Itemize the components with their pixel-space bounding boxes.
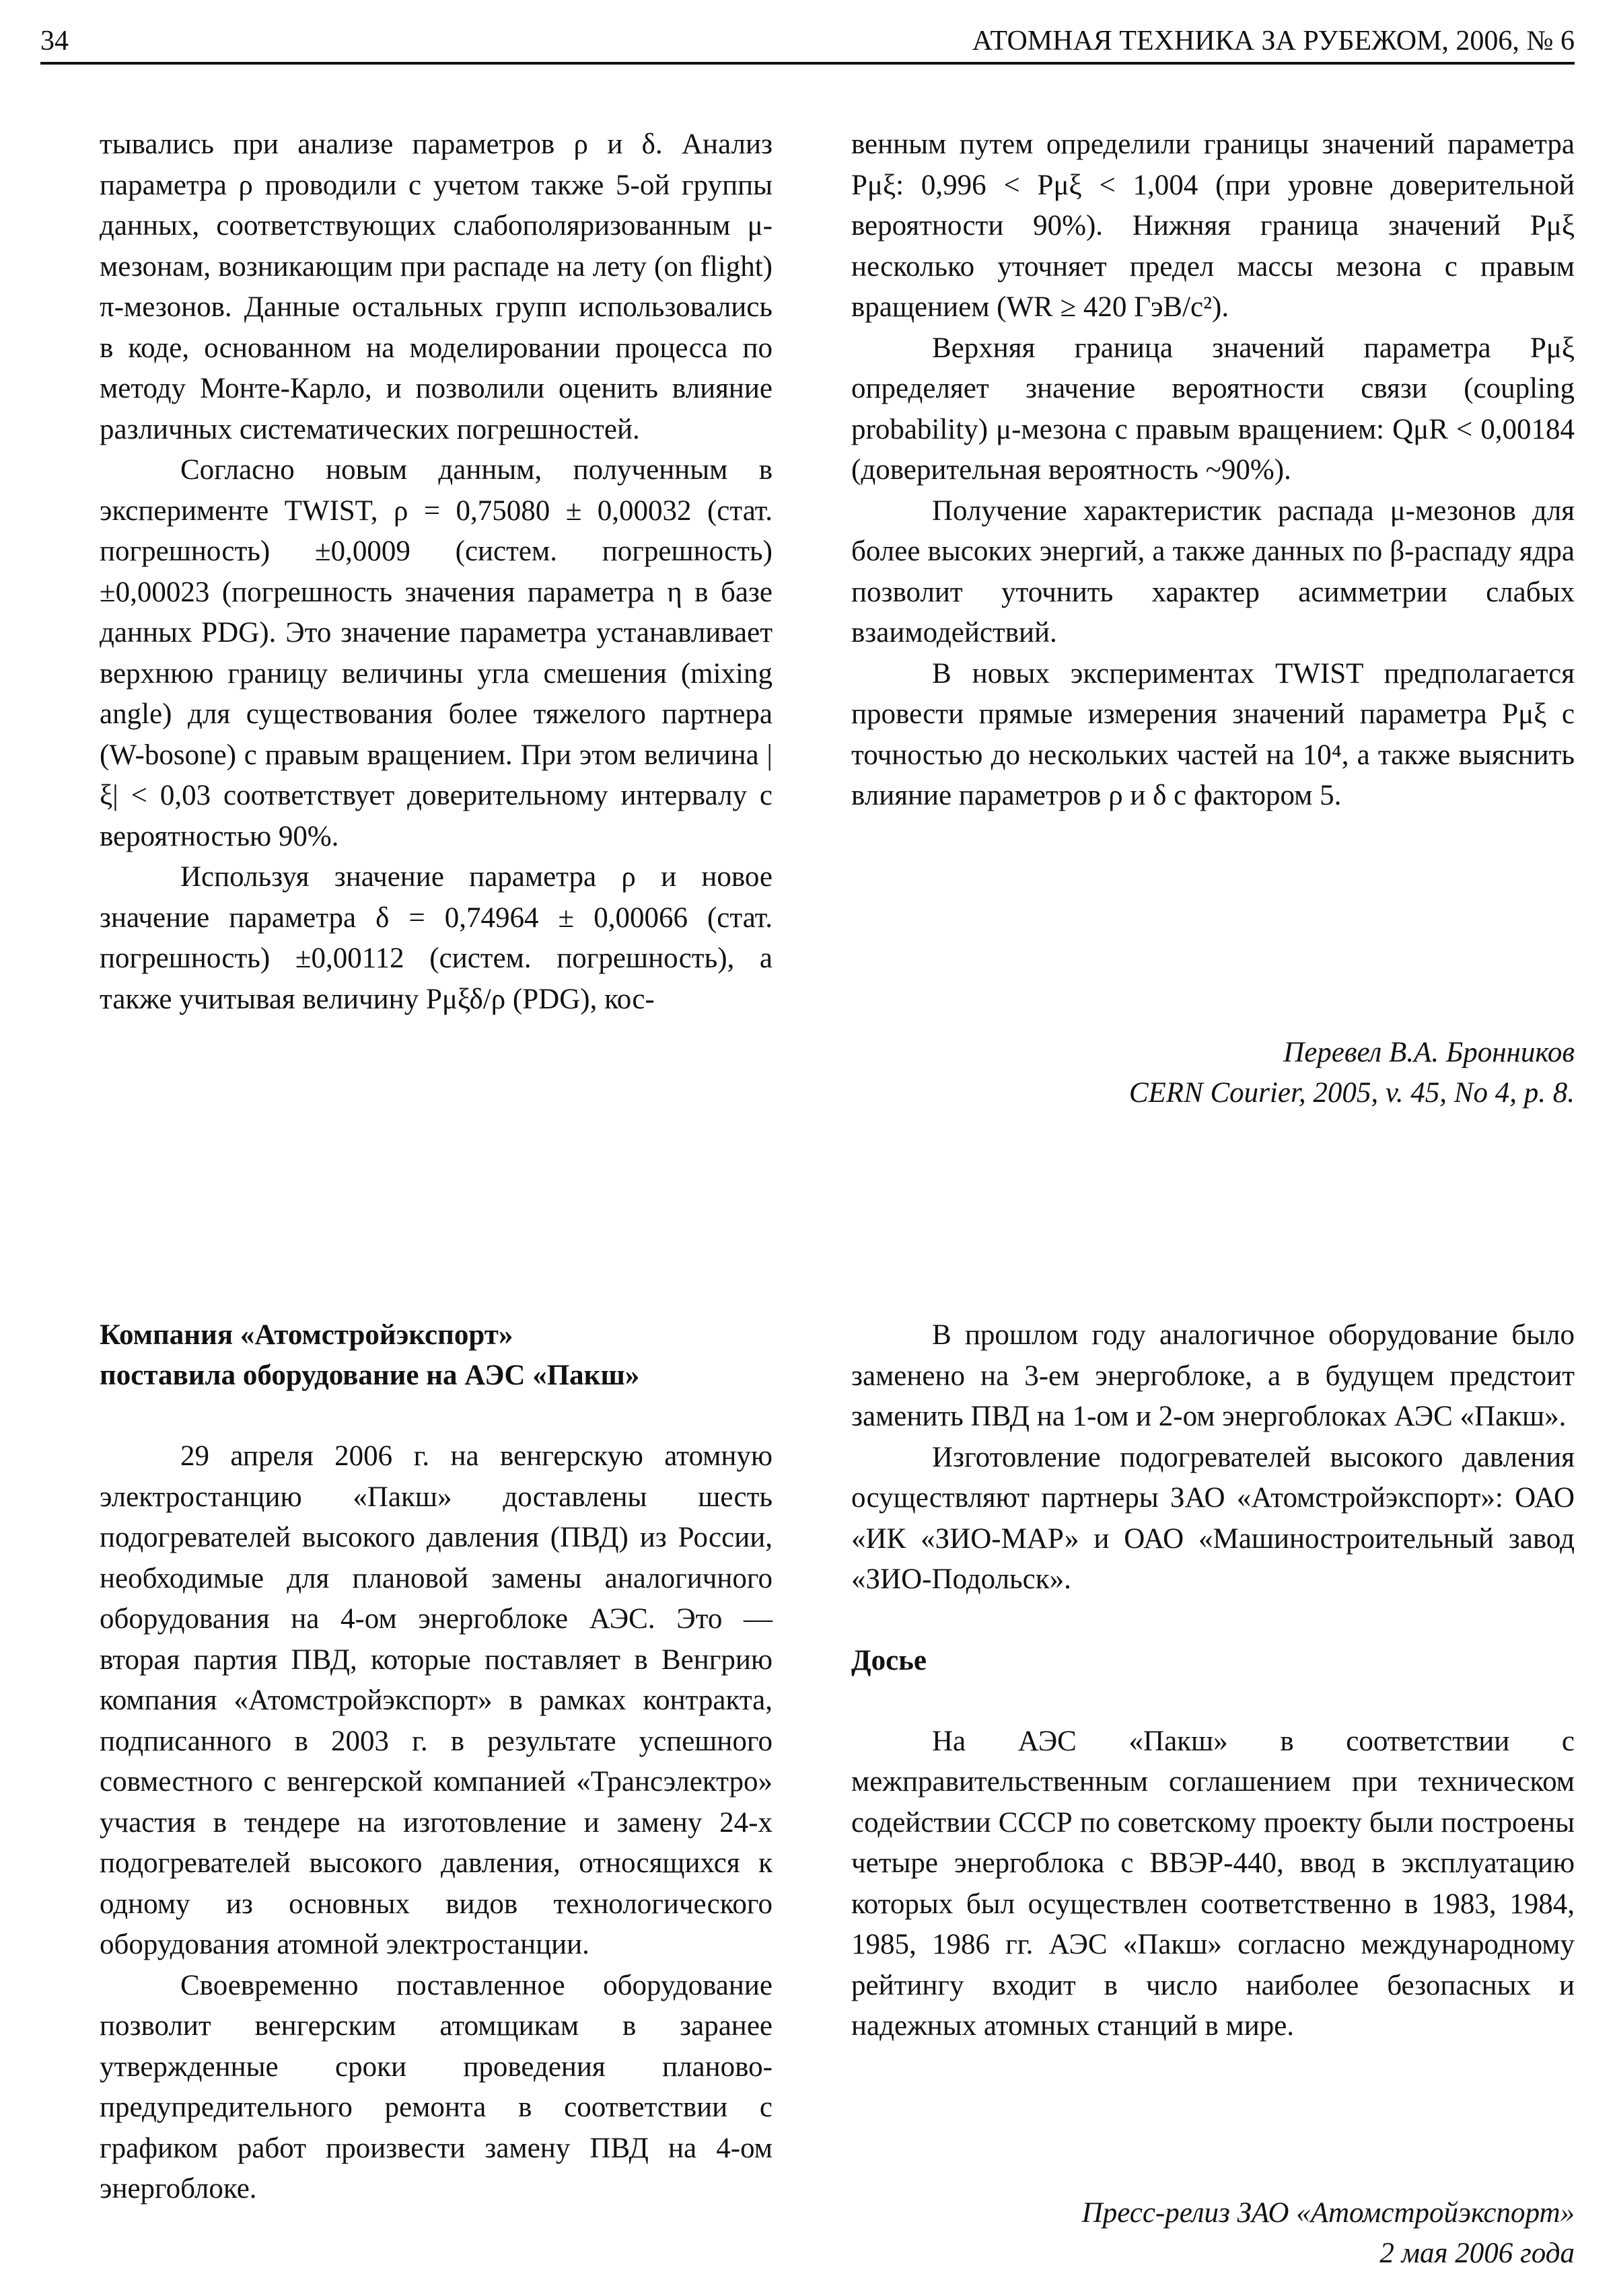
date: 2 мая 2006 года [1379,2237,1575,2269]
paragraph: тывались при анализе параметров ρ и δ. Анализ параметра ρ проводили с учетом также 5-ой группы данных, соответствующих слабополяризованным μ-мезонам, возникающим при распаде на лету (on flight) π-мезонов. Данные остальных групп использовались в коде, основанном на моделировании процесса по методу Монте-Карло, и позволили оценить влияние различных систематических погрешностей. [100,128,773,445]
paragraph: В прошлом году аналогичное оборудование было заменено на 3-ем энергоблоке, а в будущем предстоит заменить ПВД на 1-ом и 2-ом энергоблоках АЭС «Пакш». [851,1319,1575,1432]
journal-title: АТОМНАЯ ТЕХНИКА ЗА РУБЕЖОМ, 2006, № 6 [972,26,1575,57]
title-line: Компания «Атомстройэкспорт» [100,1319,513,1351]
article2-left-column [100,1315,773,2210]
paragraph: 29 апреля 2006 г. на венгерскую атомную электростанцию «Пакш» доставлены шесть подогревателей высокого давления (ПВД) из России, необходимые для плановой замены аналогичного оборудования на 4-ом энергоблоке АЭС. Это — вторая партия ПВД, которые поставляет в Венгрию компания «Атомстройэкспорт» в рамках контракта, подписанного в 2003 г. в результате успешного совместного с венгерской компанией «Трансэлектро» участия в тендере на изготовление и замену 24-х подогревателей высокого давления, относящихся к одному из основных видов технологического оборудования атомной электростанции. [100,1440,773,1960]
running-header [40,20,1575,65]
dossier-text: На АЭС «Пакш» в соответствии с межправительственным соглашением при техническом содействии СССР по советскому проекту были построены четыре энергоблока с ВВЭР-440, ввод в эксплуатацию которых был осуществлен соответственно в 1983, 1984, 1985, 1986 гг. АЭС «Пакш» согласно международному рейтингу входит в число наиболее безопасных и надежных атомных станций в мире. [851,1725,1575,2042]
source: Пресс-релиз ЗАО «Атомстройэкспорт» [1081,2197,1575,2229]
paragraph: Верхняя граница значений параметра Pμξ определяет значение вероятности связи (coupling probability) μ-мезона с правым вращением: QμR < 0,00184 (доверительная вероятность ~90%). [851,332,1575,486]
article-title [100,1315,773,1396]
article1-credits [902,1033,1575,1113]
article2-right-column [851,1315,1575,2047]
paragraph: Изготовление подогревателей высокого давления осуществляют партнеры ЗАО «Атомстройэкспорт»: ОАО «ИК «ЗИО-МАР» и ОАО «Машиностроительный завод «ЗИО-Подольск». [851,1441,1575,1595]
paragraph: Получение характеристик распада μ-мезонов для более высоких энергий, а также данных по β-распаду ядра позволит уточнить характер асимметрии слабых взаимодействий. [851,494,1575,649]
translator: Перевел В.А. Бронников [1283,1037,1575,1068]
article1-right-column [851,124,1575,817]
article1-left-column [100,124,773,1020]
source: CERN Courier, 2005, v. 45, No 4, p. 8. [1128,1077,1575,1109]
paragraph: Согласно новым данным, полученным в эксперименте TWIST, ρ = 0,75080 ± 0,00032 (стат. погрешность) ±0,0009 (систем. погрешность) ±0,00023 (погрешность значения параметра η в базе данных PDG). Это значение параметра устанавливает верхнюю границу величины угла смешения (mixing angle) для существования более тяжелого партнера (W-bosone) с правым вращением. При этом величина |ξ| < 0,03 соответствует доверительному интервалу с вероятностью 90%. [100,454,773,852]
paragraph: венным путем определили границы значений параметра Pμξ: 0,996 < Pμξ < 1,004 (при уровне доверительной вероятности 90%). Нижняя граница значений Pμξ несколько уточняет предел массы мезона с правым вращением (WR ≥ 420 ГэВ/c²). [851,128,1575,323]
paragraph: В новых экспериментах TWIST предполагается провести прямые измерения значений параметра Pμξ с точностью до нескольких частей на 10⁴, а также выяснить влияние параметров ρ и δ с фактором 5. [851,657,1575,811]
paragraph: Своевременно поставленное оборудование позволит венгерским атомщикам в заранее утвержденные сроки проведения планово-предупредительного ремонта в соответствии с графиком работ произвести замену ПВД на 4-ом энергоблоке. [100,1969,773,2205]
paragraph: Используя значение параметра ρ и новое значение параметра δ = 0,74964 ± 0,00066 (стат. погрешность) ±0,00112 (систем. погрешность), а также учитывая величину Pμξδ/ρ (PDG), кос- [100,861,773,1015]
article2-credits [902,2193,1575,2274]
title-line: поставила оборудование на АЭС «Пакш» [100,1360,640,1391]
page-number: 34 [40,26,69,57]
dossier-heading: Досье [851,1644,927,1676]
